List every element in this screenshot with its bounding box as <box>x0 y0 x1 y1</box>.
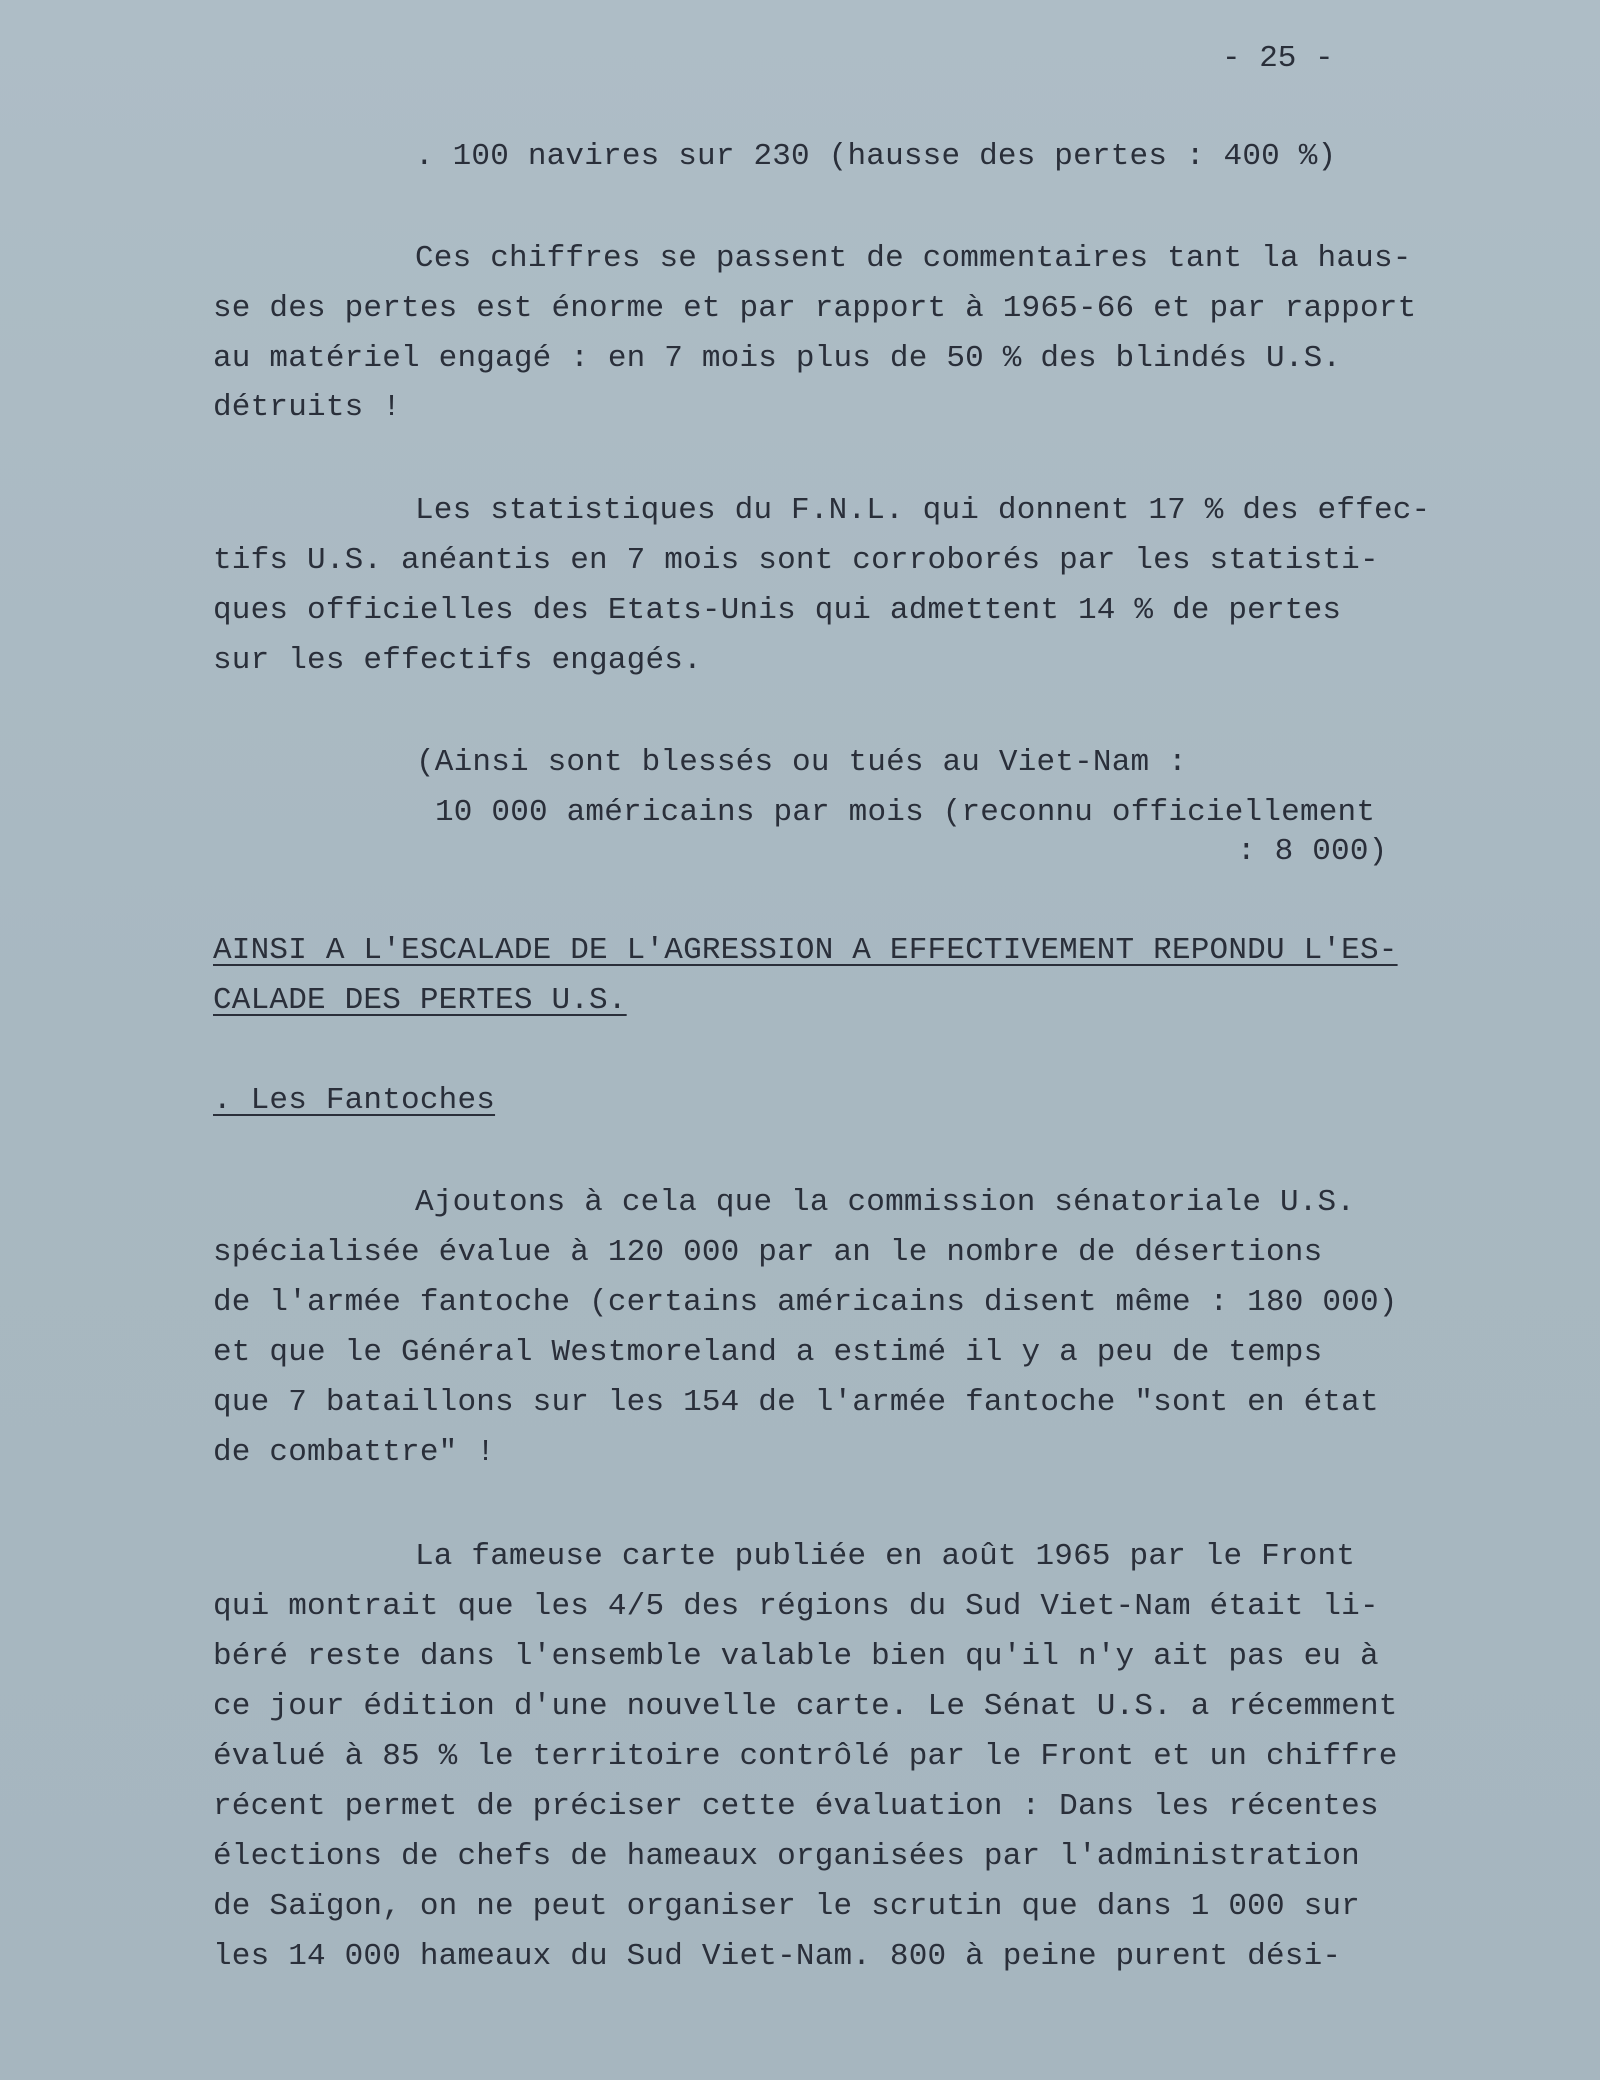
subsection-heading: . Les Fantoches <box>213 1083 496 1118</box>
text-line: sur les effectifs engagés. <box>213 643 702 678</box>
text-line: au matériel engagé : en 7 mois plus de 50 % des blindés U.S. <box>213 341 1342 376</box>
text-line: tifs U.S. anéantis en 7 mois sont corroborés par les statisti- <box>213 543 1379 578</box>
text-line: béré reste dans l'ensemble valable bien qu'il n'y ait pas eu à <box>213 1639 1379 1674</box>
page-number: - 25 - <box>1222 41 1334 76</box>
text-line: 10 000 américains par mois (reconnu officiellement <box>435 795 1376 830</box>
text-line: de Saïgon, on ne peut organiser le scrutin que dans 1 000 sur <box>213 1889 1360 1924</box>
section-heading: AINSI A L'ESCALADE DE L'AGRESSION A EFFECTIVEMENT REPONDU L'ES- <box>213 933 1398 968</box>
section-heading: CALADE DES PERTES U.S. <box>213 983 627 1018</box>
text-line: que 7 bataillons sur les 154 de l'armée fantoche "sont en état <box>213 1385 1379 1420</box>
text-line: ques officielles des Etats-Unis qui admettent 14 % de pertes <box>213 593 1342 628</box>
text-line: ce jour édition d'une nouvelle carte. Le Sénat U.S. a récemment <box>213 1689 1398 1724</box>
text-line: et que le Général Westmoreland a estimé il y a peu de temps <box>213 1335 1323 1370</box>
text-line: les 14 000 hameaux du Sud Viet-Nam. 800 à peine purent dési- <box>213 1939 1342 1974</box>
text-line: détruits ! <box>213 390 402 425</box>
text-line: La fameuse carte publiée en août 1965 par le Front <box>415 1539 1356 1574</box>
text-line: de combattre" ! <box>213 1435 496 1470</box>
text-line: : 8 000) <box>1237 834 1388 869</box>
text-line: qui montrait que les 4/5 des régions du Sud Viet-Nam était li- <box>213 1589 1379 1624</box>
text-line: Ces chiffres se passent de commentaires tant la haus- <box>415 241 1412 276</box>
text-line: (Ainsi sont blessés ou tués au Viet-Nam : <box>416 745 1187 780</box>
text-line: spécialisée évalue à 120 000 par an le nombre de désertions <box>213 1235 1323 1270</box>
text-line: élections de chefs de hameaux organisées par l'administration <box>213 1839 1360 1874</box>
text-line: se des pertes est énorme et par rapport à 1965-66 et par rapport <box>213 291 1417 326</box>
text-line: de l'armée fantoche (certains américains disent même : 180 000) <box>213 1285 1398 1320</box>
text-line: Ajoutons à cela que la commission sénatoriale U.S. <box>415 1185 1356 1220</box>
text-line: Les statistiques du F.N.L. qui donnent 17 % des effec- <box>415 493 1431 528</box>
text-line: récent permet de préciser cette évaluation : Dans les récentes <box>213 1789 1379 1824</box>
text-line: . 100 navires sur 230 (hausse des pertes : 400 %) <box>415 139 1337 174</box>
text-line: évalué à 85 % le territoire contrôlé par le Front et un chiffre <box>213 1739 1398 1774</box>
